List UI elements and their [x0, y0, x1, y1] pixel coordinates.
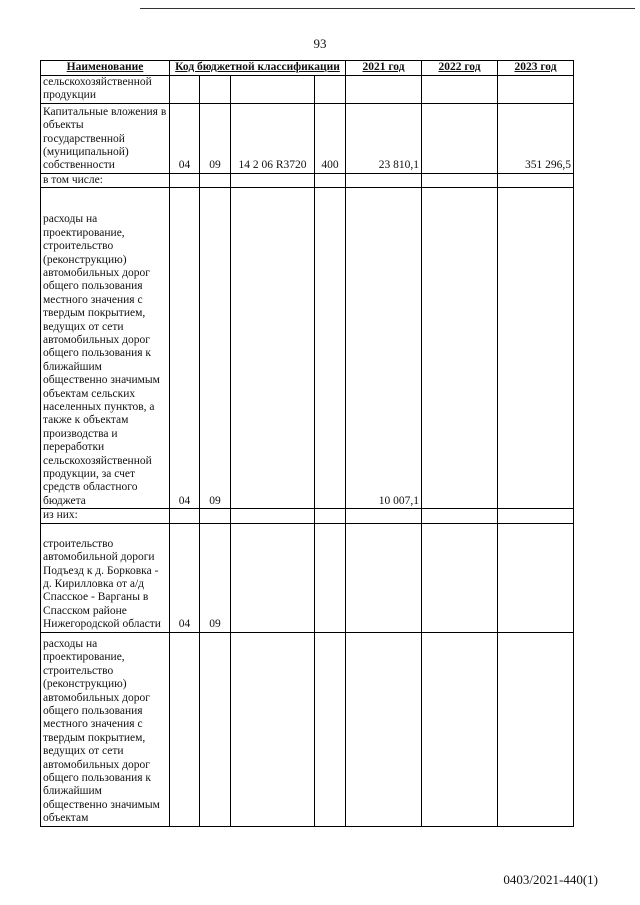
row-2023	[498, 509, 574, 523]
table-row	[41, 509, 574, 523]
row-2022	[422, 103, 498, 173]
row-2023	[498, 523, 574, 632]
row-2021	[346, 76, 422, 104]
row-2022	[422, 523, 498, 632]
document-number: 0403/2021-440(1)	[503, 872, 598, 887]
row-c4: 400	[315, 103, 346, 173]
row-c4	[315, 188, 346, 509]
row-c3: 14 2 06 R3720	[231, 103, 315, 173]
row-c3	[231, 173, 315, 187]
row-c4	[315, 76, 346, 104]
row-c1	[170, 76, 200, 104]
row-c3	[231, 76, 315, 104]
top-rule	[140, 8, 635, 9]
header-name: Наименование	[41, 61, 170, 76]
row-c2	[200, 173, 231, 187]
row-name: Капитальные вложения в объекты государственной (муниципальной) собственности	[41, 103, 170, 173]
row-c4	[315, 509, 346, 523]
table-row	[41, 523, 574, 632]
row-c3	[231, 509, 315, 523]
row-2023	[498, 173, 574, 187]
row-c2	[200, 632, 231, 826]
row-2023	[498, 632, 574, 826]
row-c4	[315, 632, 346, 826]
row-c4	[315, 523, 346, 632]
row-c2: 09	[200, 188, 231, 509]
row-c1	[170, 509, 200, 523]
row-2021: 10 007,1	[346, 188, 422, 509]
row-2022	[422, 509, 498, 523]
table-row	[41, 188, 574, 509]
row-2021: 23 810,1	[346, 103, 422, 173]
table-header	[41, 61, 574, 76]
row-c2: 09	[200, 523, 231, 632]
row-c1: 04	[170, 188, 200, 509]
row-2021	[346, 509, 422, 523]
row-name: сельскохозяйственной продукции	[41, 76, 170, 104]
row-2022	[422, 632, 498, 826]
row-2023	[498, 76, 574, 104]
row-c2: 09	[200, 103, 231, 173]
row-c2	[200, 509, 231, 523]
row-2021	[346, 632, 422, 826]
row-2023	[498, 188, 574, 509]
row-c1: 04	[170, 103, 200, 173]
table-row	[41, 103, 574, 173]
row-name: расходы на проектирование, строительство (реконструкцию) автомобильных дорог общего пользования местного значения с твердым покрытием, ведущих от сети автомобильных дорог общего пользования к ближайшим общественно значимым объектам	[41, 632, 170, 826]
row-c1	[170, 632, 200, 826]
header-2022: 2022 год	[422, 61, 498, 76]
page-number: 93	[313, 36, 327, 51]
budget-table	[40, 60, 574, 827]
row-name: в том числе:	[41, 173, 170, 187]
table-row	[41, 76, 574, 104]
row-name: строительство автомобильной дороги Подъезд к д. Борковка - д. Кирилловка от а/д Спасское - Варганы в Спасском районе Нижегородской области	[41, 523, 170, 632]
row-c3	[231, 632, 315, 826]
header-2023: 2023 год	[498, 61, 574, 76]
row-2022	[422, 188, 498, 509]
row-2022	[422, 173, 498, 187]
header-2021: 2021 год	[346, 61, 422, 76]
row-2021	[346, 523, 422, 632]
row-2021	[346, 173, 422, 187]
row-c4	[315, 173, 346, 187]
row-2022	[422, 76, 498, 104]
header-code: Код бюджетной классификации	[170, 61, 346, 76]
row-c1	[170, 173, 200, 187]
table-row	[41, 173, 574, 187]
row-2023: 351 296,5	[498, 103, 574, 173]
row-c2	[200, 76, 231, 104]
row-c3	[231, 188, 315, 509]
row-name: из них:	[41, 509, 170, 523]
table-row	[41, 632, 574, 826]
row-name: расходы на проектирование, строительство (реконструкцию) автомобильных дорог общего пользования местного значения с твердым покрытием, ведущих от сети автомобильных дорог общего пользования к ближайшим общественно значимым объектам сельских населенных пунктов, а также к объектам производства и переработки сельскохозяйственной продукции, за счет средств областного бюджета	[41, 188, 170, 509]
row-c3	[231, 523, 315, 632]
row-c1: 04	[170, 523, 200, 632]
